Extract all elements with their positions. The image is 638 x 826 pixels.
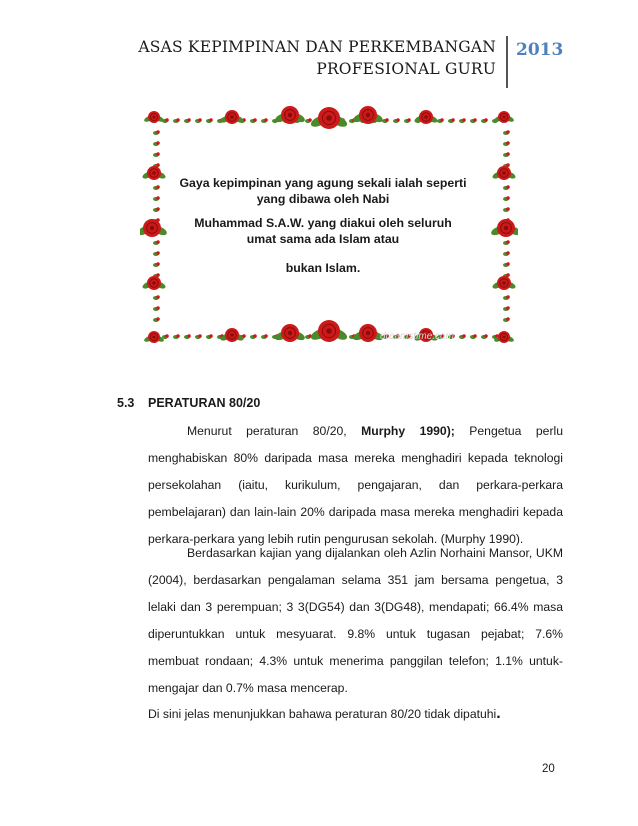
rose-bud-icon — [503, 196, 510, 201]
rose-bud-icon — [470, 334, 477, 339]
rose-bud-icon — [195, 118, 202, 123]
rose-bud-icon — [162, 334, 169, 339]
section-title: PERATURAN 80/20 — [148, 396, 261, 410]
rose-bud-icon — [503, 240, 510, 245]
paragraph-1 — [148, 418, 563, 553]
rose-bud-icon — [173, 118, 180, 123]
rose-bud-icon — [382, 118, 389, 123]
rose-bud-icon — [173, 334, 180, 339]
rose-bud-icon — [437, 118, 444, 123]
rose-icon — [141, 276, 166, 290]
rose-icon — [490, 219, 518, 237]
rose-bud-icon — [503, 262, 510, 267]
paragraph-3-end: . — [496, 705, 501, 722]
rose-bud-icon — [503, 152, 510, 157]
rose-bud-icon — [153, 262, 160, 267]
rose-bud-icon — [250, 118, 257, 123]
page-header — [0, 0, 638, 92]
header-divider — [506, 36, 508, 88]
rose-bud-icon — [206, 118, 213, 123]
section-number: 5.3 — [117, 396, 135, 410]
rose-icon — [219, 110, 244, 124]
rose-icon — [491, 276, 516, 290]
rose-bud-icon — [503, 130, 510, 135]
rose-bud-icon — [305, 334, 312, 339]
rose-icon — [309, 320, 348, 342]
rose-icon — [274, 324, 306, 342]
rose-bud-icon — [184, 118, 191, 123]
header-title — [136, 36, 496, 80]
rose-bud-icon — [184, 334, 191, 339]
rose-bud-icon — [459, 118, 466, 123]
rose-icon — [352, 106, 384, 124]
rose-icon — [493, 111, 515, 123]
paragraph-2: Berdasarkan kajian yang dijalankan oleh Azlin Norhaini Mansor, UKM (2004), berdasarkan pengalaman selama 351 jam bersama pengetua, 3 lelaki dan 3 perempuan; 3 3(DG54) dan 3(DG48), mendapati; 66.4% masa diperuntukkan untuk mesyuarat. 9.8% untuk tugasan pejabat; 7.6% membuat rondaan; 4.3% untuk menerima panggilan telefon; 1.1% untuk- mengajar dan 0.7% masa mencerap. — [148, 546, 563, 695]
rose-bud-icon — [503, 295, 510, 300]
rose-icon — [491, 166, 516, 180]
rose-bud-icon — [503, 317, 510, 322]
quote-line1: Gaya kepimpinan yang agung sekali ialah seperti yang dibawa oleh Nabi — [179, 176, 467, 206]
rose-bud-icon — [153, 207, 160, 212]
rose-bud-icon — [195, 334, 202, 339]
rose-bud-icon — [153, 196, 160, 201]
rose-icon — [143, 111, 165, 123]
rose-bud-icon — [470, 118, 477, 123]
rose-icon — [413, 110, 438, 124]
rose-bud-icon — [153, 141, 160, 146]
rose-bud-icon — [153, 295, 160, 300]
page-number: 20 — [542, 763, 555, 775]
rose-bud-icon — [153, 152, 160, 157]
paragraph-3-text: Di sini jelas menunjukkan bahawa peraturan 80/20 tidak dipatuhi — [148, 707, 497, 721]
header-title-line1: ASAS KEPIMPINAN DAN PERKEMBANGAN — [138, 38, 496, 56]
rose-bud-icon — [481, 118, 488, 123]
rose-bud-icon — [503, 185, 510, 190]
rose-bud-icon — [503, 207, 510, 212]
paragraph-3 — [148, 700, 563, 728]
rose-bud-icon — [503, 306, 510, 311]
rose-bud-icon — [206, 334, 213, 339]
paragraph-1-citation: Murphy 1990); — [361, 424, 455, 438]
rose-bud-icon — [404, 118, 411, 123]
rose-bud-icon — [481, 334, 488, 339]
watermark: dreamstime.com — [380, 331, 454, 342]
rose-icon — [274, 106, 306, 124]
rose-bud-icon — [153, 185, 160, 190]
rose-bud-icon — [448, 118, 455, 123]
rose-bud-icon — [305, 118, 312, 123]
rose-bud-icon — [153, 306, 160, 311]
quote-line3: bukan Islam. — [285, 261, 361, 275]
header-title-line2: PROFESIONAL GURU — [316, 60, 496, 78]
rose-bud-icon — [261, 334, 268, 339]
rose-bud-icon — [153, 130, 160, 135]
rose-bud-icon — [503, 141, 510, 146]
paragraph-1-start: Menurut peraturan 80/20, — [187, 424, 362, 438]
quote-box — [178, 175, 468, 276]
rose-bud-icon — [459, 334, 466, 339]
rose-icon — [140, 219, 168, 237]
rose-bud-icon — [393, 118, 400, 123]
rose-bud-icon — [153, 317, 160, 322]
paragraph-1-rest: Pengetua perlu menghabiskan 80% daripada masa mereka menghadiri kepada teknologi persekolahan (iaitu, kurikulum, pengajaran, dan perkara-perkara pembelajaran) dan lain-lain 20% daripada masa mereka menghadiri kepada perkara-perkara yang lebih rutin pengurusan sekolah. (Murphy 1990). — [148, 424, 563, 546]
rose-icon — [309, 107, 348, 129]
rose-bud-icon — [153, 251, 160, 256]
rose-bud-icon — [153, 240, 160, 245]
rose-icon — [141, 166, 166, 180]
quote-line2: Muhammad S.A.W. yang diakui oleh seluruh umat sama ada Islam atau — [194, 216, 452, 246]
rose-bud-icon — [503, 251, 510, 256]
rose-bud-icon — [250, 334, 257, 339]
header-year: 2013 — [516, 40, 564, 60]
rose-icon — [143, 331, 165, 343]
rose-bud-icon — [261, 118, 268, 123]
